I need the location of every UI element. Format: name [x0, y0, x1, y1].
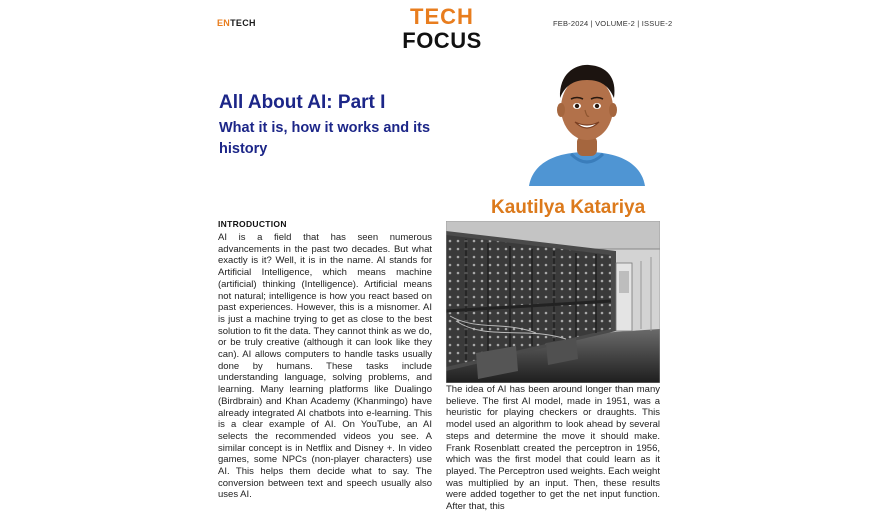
author-portrait [523, 58, 651, 186]
masthead-tech: TECH [410, 4, 474, 29]
brand-tech: TECH [230, 18, 256, 28]
section-heading: INTRODUCTION [218, 219, 287, 229]
masthead-focus: FOCUS [402, 28, 482, 53]
issue-info: FEB-2024 | VOLUME-2 | ISSUE-2 [553, 19, 673, 28]
intro-column [218, 232, 432, 521]
author-name: Kautilya Katariya [491, 197, 646, 218]
history-column [446, 384, 660, 521]
intro-paragraph: AI is a field that has seen numerous advancements in the past two decades. But what exactly is it? Well, it is in the name. AI stands for Artificial Intelligence, which means machine (artificial) thinking (Intelligence). Artificial means not natural; intelligence is how you react based on past experiences. However, this is a misnomer. AI is just a machine trying to get as close to the best solution to fit the data. They cannot think as we do, or be truly creative (although it can look like they can). AI allows computers to handle tasks usually done by humans. These tasks include understanding language, solving problems, and learning. Many learning platforms like Dualingo (Birdbrain) and Khan Academy (Khanmingo) have already integrated AI chatbots into e-learning. This is a clear example of AI. On YouTube, an AI selects the recommended videos you see. A similar concept is in Netflix and Disney +. In video games, some NPCs (non-player characters) use AI. This helps them decide what to say. The conversion between text and speech usually also uses AI. [218, 232, 432, 501]
early-computer-photo [446, 221, 660, 383]
brand-logo [217, 18, 256, 28]
brand-en: EN [217, 18, 231, 28]
article-subtitle: What it is, how it works and its history [219, 120, 431, 158]
masthead [392, 6, 492, 52]
history-paragraph: The idea of AI has been around longer than many believe. The first AI model, made in 1951, was a heuristic for playing checkers or draughts. This model used an algorithm to look ahead by several steps and determine the move it should make. Frank Rosenblatt created the perceptron in 1956, which was the first model that could learn as it played. The Perceptron used weights. Each weight was multiplied by an input. Then, these results were added together to get the net input function. After that, this [446, 384, 660, 513]
article-title: All About AI: Part I [219, 92, 386, 113]
